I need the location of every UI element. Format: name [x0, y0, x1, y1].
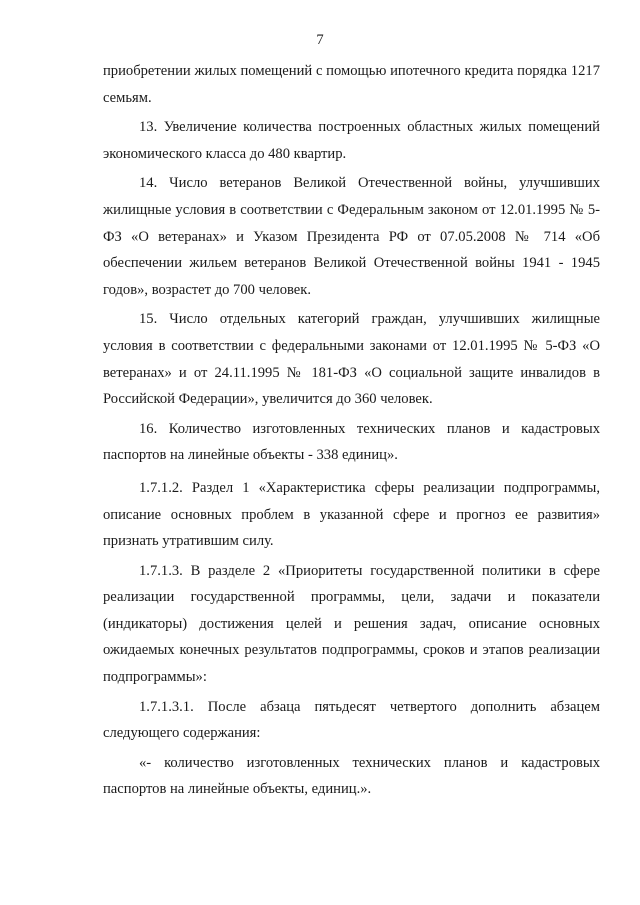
page-number: 7: [316, 32, 324, 48]
paragraph-item-16: 16. Количество изготовленных технических планов и кадастровых паспортов на линейные объекты - 338 единиц».: [103, 420, 600, 464]
paragraph-continuation: приобретении жилых помещений с помощью ипотечного кредита порядка 1217 семьям.: [103, 63, 600, 106]
paragraph-1-7-1-3: 1.7.1.3. В разделе 2 «Приоритеты государственной политики в сфере реализации государственной программы, цели, задачи и показатели (индикаторы) достижения целей и решения задач, описание основных ожидаемых конечных результатов подпрограммы, сроков и этапов реализации подпрограммы»:: [103, 562, 600, 686]
paragraph-item-13: 13. Увеличение количества построенных областных жилых помещений экономического класса до 480 квартир.: [103, 119, 600, 162]
paragraph-item-14: 14. Число ветеранов Великой Отечественной войны, улучшивших жилищные условия в соответствии с Федеральным законом от 12.01.1995 № 5-ФЗ «О ветеранах» и Указом Президента РФ от 07.05.2008 № 714 «Об обеспечении жильем ветеранов Великой Отечественной войны 1941 - 1945 годов», возрастет до 700 человек.: [103, 175, 600, 298]
paragraph-1-7-1-3-1: 1.7.1.3.1. После абзаца пятьдесят четвертого дополнить абзацем следующего содержания:: [103, 698, 600, 742]
paragraph-item-15: 15. Число отдельных категорий граждан, улучшивших жилищные условия в соответствии с федеральными законами от 12.01.1995 № 5-ФЗ «О ветеранах» и от 24.11.1995 № 181-ФЗ «О социальной защите инвалидов в Российской Федерации», увеличится до 360 человек.: [103, 311, 600, 408]
paragraph-quoted-addition: «- количество изготовленных технических планов и кадастровых паспортов на линейные объекты, единиц.».: [103, 754, 600, 798]
paragraph-1-7-1-2: 1.7.1.2. Раздел 1 «Характеристика сферы реализации подпрограммы, описание основных проблем в указанной сфере и прогноз ее развития» признать утратившим силу.: [103, 479, 600, 550]
document-body: [103, 58, 600, 806]
